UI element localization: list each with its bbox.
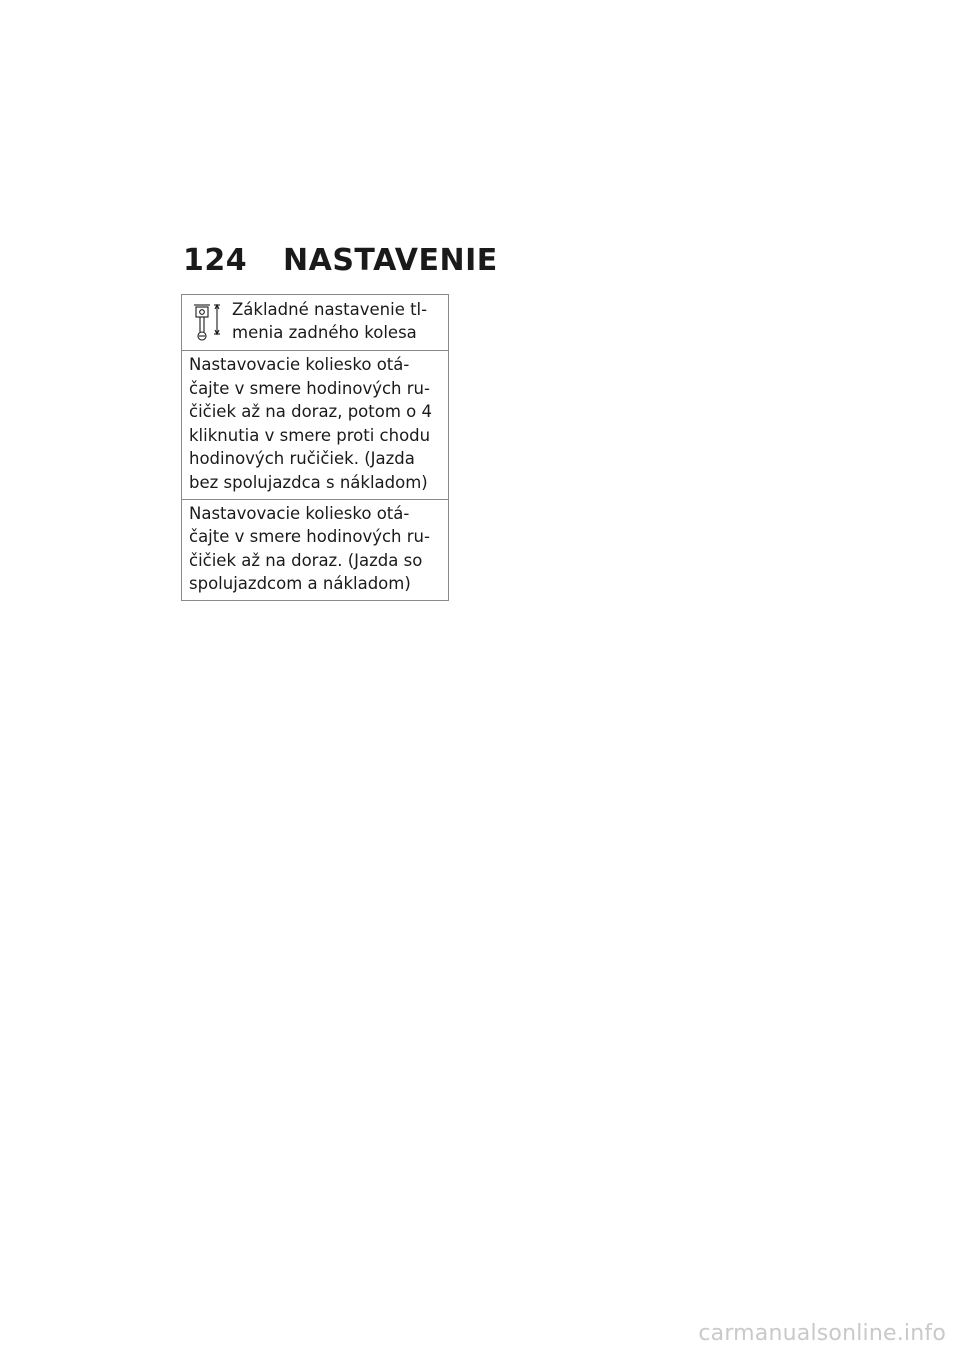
- watermark: carmanualsonline.info: [698, 1321, 946, 1346]
- setting-row-passenger-with-luggage: Nastavovacie koliesko otá- čajte v smere hodinových ru- čičiek až na doraz. (Jazda so spolujazdcom a nákladom): [182, 499, 448, 600]
- page-header: [183, 240, 498, 280]
- settings-table: [181, 294, 449, 601]
- table-title: Základné nastavenie tl- menia zadného kolesa: [232, 300, 428, 342]
- setting-row-solo-with-luggage: Nastavovacie koliesko otá- čajte v smere hodinových ru- čičiek až na doraz, potom o 4 kliknutia v smere proti chodu hodinových ručičiek. (Jazda bez spolujazdca s nákladom): [189, 355, 432, 492]
- page-number: 124: [183, 242, 248, 278]
- shock-absorber-icon: [188, 301, 224, 343]
- table-header-row: [182, 295, 448, 351]
- section-title: NASTAVENIE: [283, 242, 498, 278]
